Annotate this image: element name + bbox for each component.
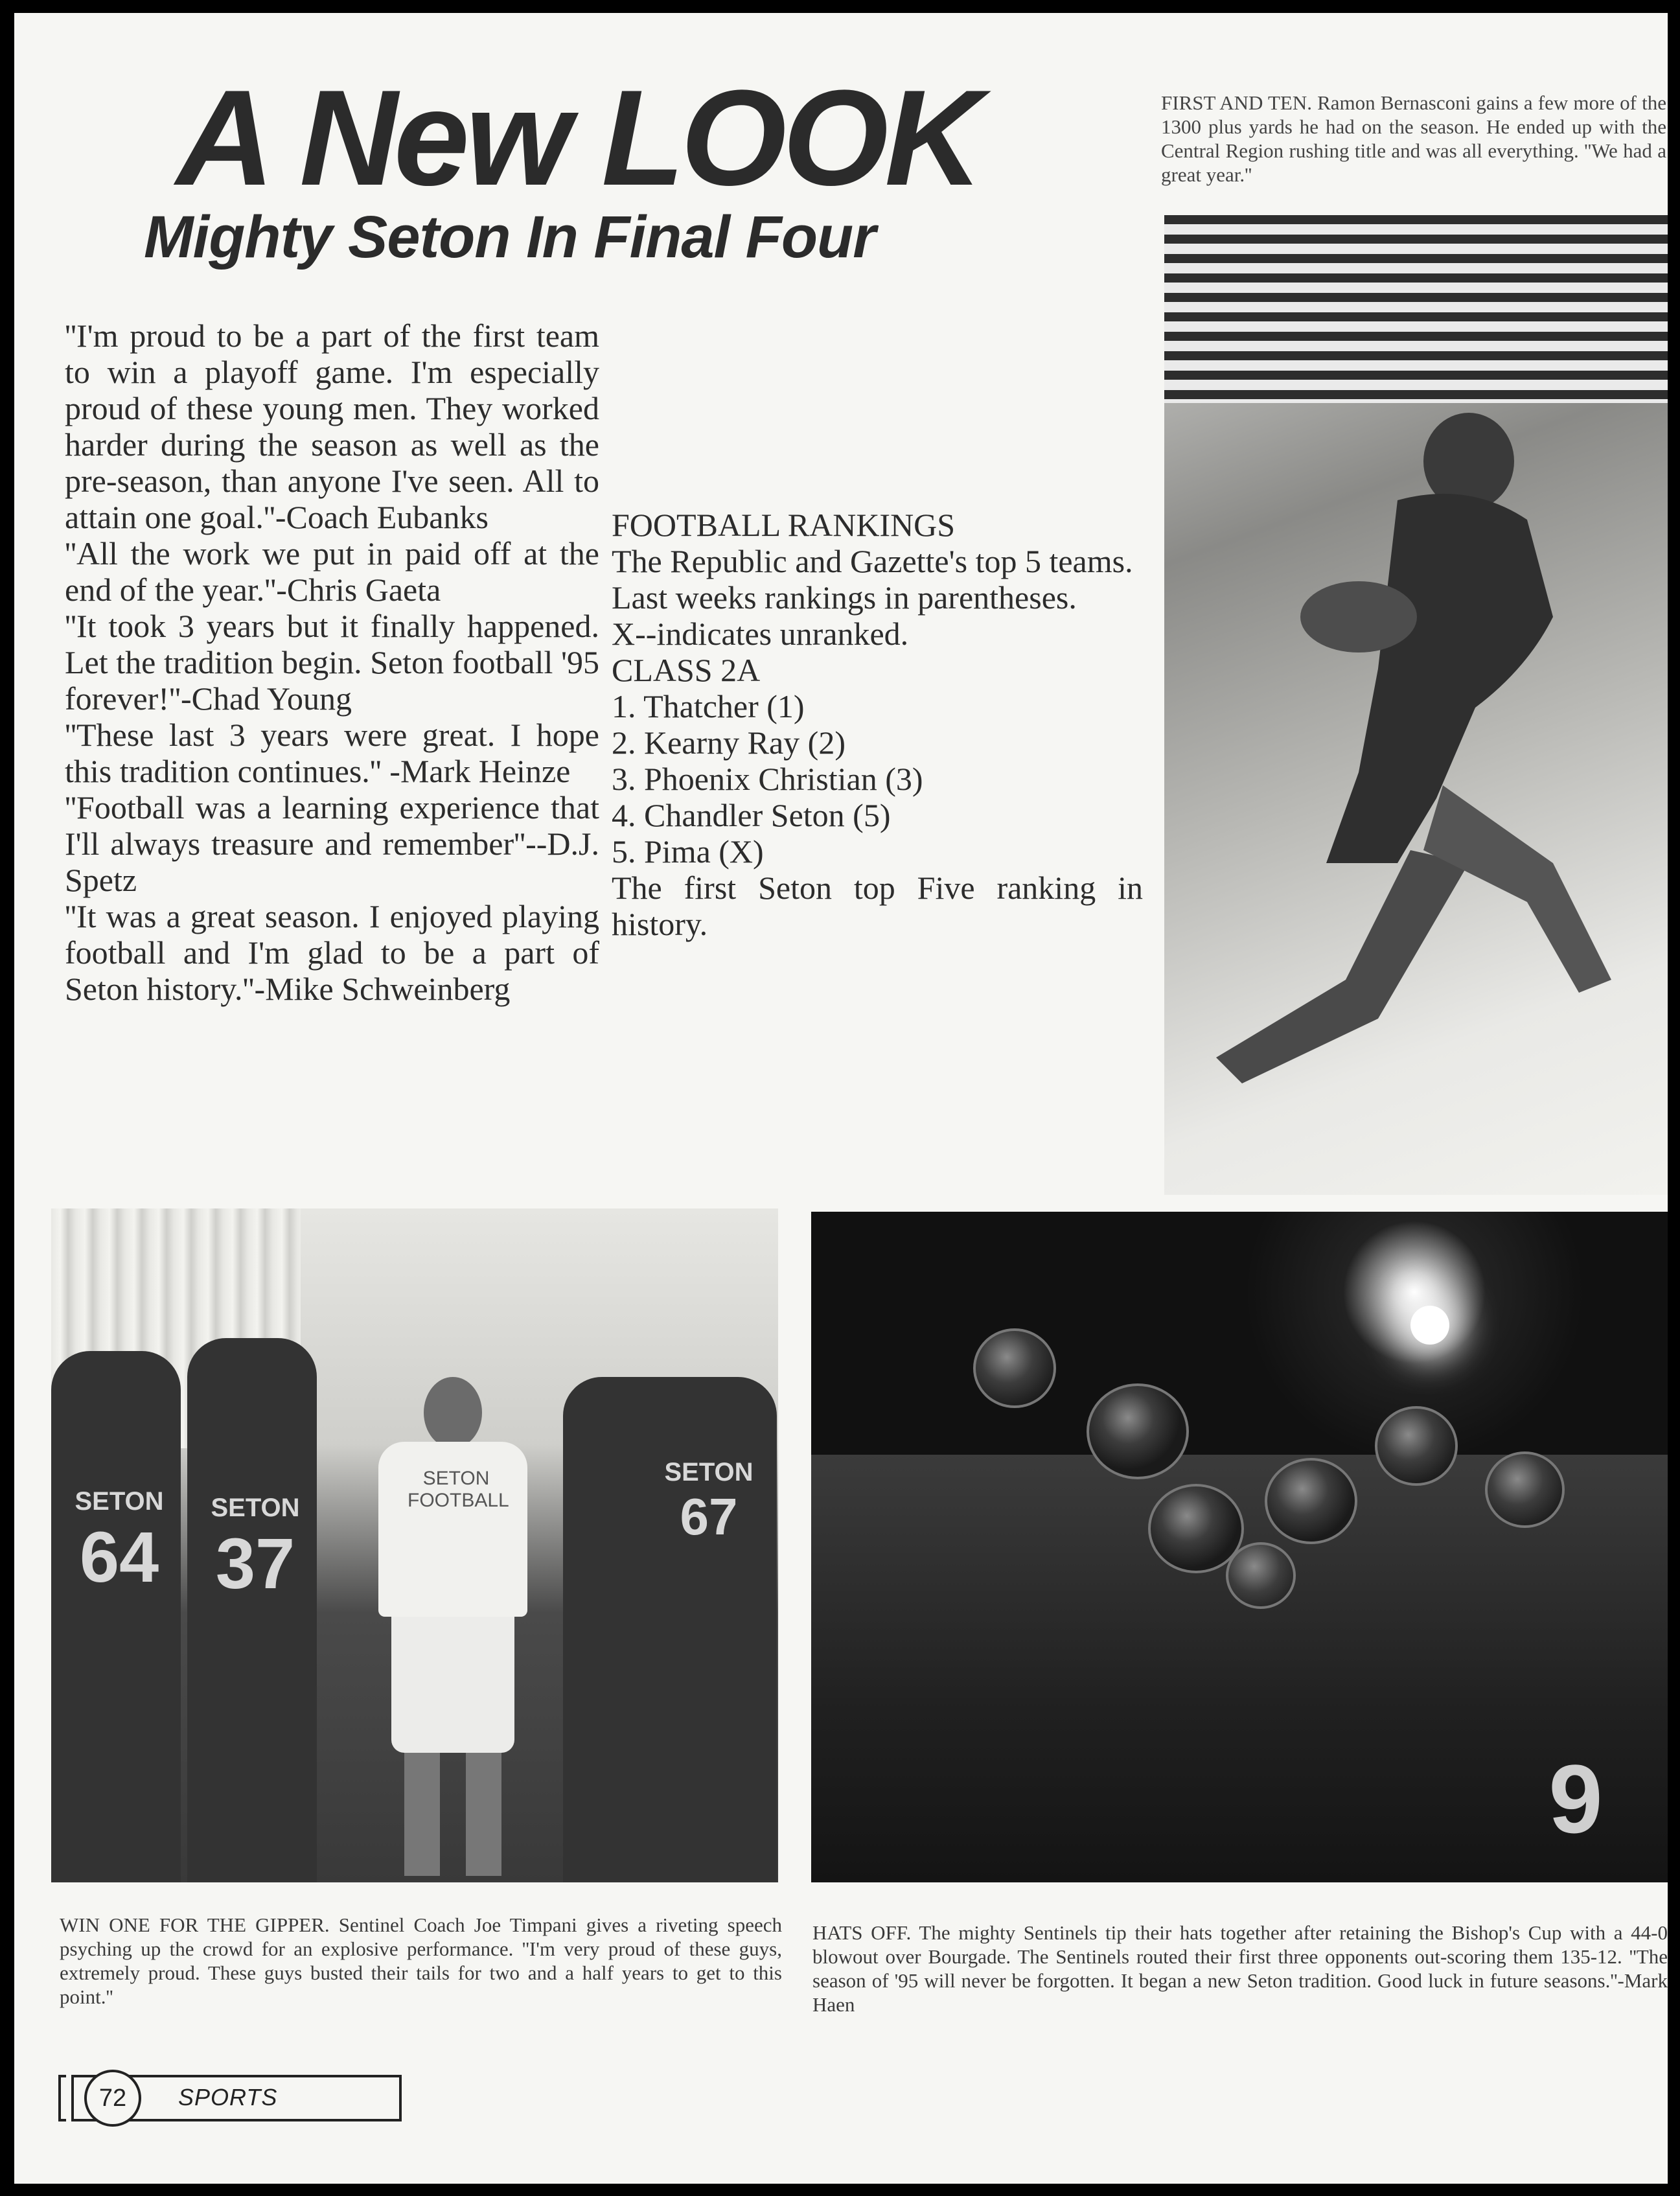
helmet bbox=[973, 1328, 1056, 1408]
helmet bbox=[1226, 1542, 1296, 1609]
ranking-item: 3. Phoenix Christian (3) bbox=[612, 761, 923, 797]
photo-caption-runner: FIRST AND TEN. Ramon Bernasconi gains a few more of the 1300 plus yards he had on the season. He ended up with the Central Region rushing title and was all everything. ''We had a great year.'' bbox=[1161, 91, 1666, 186]
quote-coach-eubanks: ''I'm proud to be a part of the first team to win a playoff game. I'm especially proud of these young men. They worked harder during the season as well as the pre-season, than anyone I've seen. All to attain one goal.''-Coach Eubanks bbox=[65, 318, 599, 535]
quote-mike-schweinberg: ''It was a great season. I enjoyed playing football and I'm glad to be a part of Seton history.''-Mike Schweinberg bbox=[65, 898, 599, 1007]
ranking-item: 2. Kearny Ray (2) bbox=[612, 724, 846, 761]
player-64 bbox=[51, 1351, 181, 1882]
coach-shirt-text: SETON FOOTBALL bbox=[408, 1468, 509, 1511]
rankings-note: Last weeks rankings in parentheses. bbox=[612, 579, 1077, 616]
ranking-item: 5. Pima (X) bbox=[612, 833, 764, 870]
page-number: 72 bbox=[84, 2070, 141, 2127]
coach-shorts bbox=[391, 1617, 514, 1753]
jersey-number-hats: 9 bbox=[1548, 1744, 1603, 1853]
helmet bbox=[1375, 1406, 1458, 1486]
photo-caption-hats: HATS OFF. The mighty Sentinels tip their hats together after retaining the Bishop's Cup with a 44-0 blowout over Bourgade. The Sentinels routed their first three opponents out-scoring them 135-12. ''The season of '95 will never be forgotten. It began a new Seton tradition. Good luck in future seasons.''-Mark Haen bbox=[812, 1921, 1668, 2016]
jersey-label-left: SETON bbox=[75, 1487, 164, 1516]
section-name: SPORTS bbox=[178, 2084, 278, 2110]
jersey-number-mid: 37 bbox=[215, 1524, 295, 1604]
helmet bbox=[1265, 1458, 1357, 1544]
folio-bracket bbox=[58, 2075, 66, 2121]
rankings-intro: The Republic and Gazette's top 5 teams. bbox=[612, 543, 1133, 579]
quote-mark-heinze: ''These last 3 years were great. I hope this tradition continues.'' -Mark Heinze bbox=[65, 717, 599, 789]
stadium-light bbox=[1410, 1306, 1449, 1345]
player-quotes bbox=[65, 318, 599, 1007]
coach-head bbox=[424, 1377, 482, 1448]
page-folio bbox=[58, 2072, 405, 2124]
runner-silhouette bbox=[1164, 215, 1668, 1195]
rankings-closing: The first Seton top Five ranking in history. bbox=[612, 870, 1143, 942]
yearbook-page bbox=[14, 13, 1668, 2184]
quote-chris-gaeta: ''All the work we put in paid off at the end of the year.''-Chris Gaeta bbox=[65, 535, 599, 608]
ranking-item: 1. Thatcher (1) bbox=[612, 688, 805, 724]
page-title: A New LOOK bbox=[176, 62, 979, 214]
coach-figure bbox=[378, 1377, 527, 1876]
jersey-label-right: SETON bbox=[664, 1458, 754, 1486]
coach-legs bbox=[404, 1753, 501, 1876]
helmet bbox=[1485, 1451, 1565, 1528]
rankings-unranked-note: X--indicates unranked. bbox=[612, 616, 909, 652]
ranking-item: 4. Chandler Seton (5) bbox=[612, 797, 891, 833]
quote-dj-spetz: ''Football was a learning experience that I'll always treasure and remember''--D.J. Spetz bbox=[65, 789, 599, 898]
jersey-number-right: 67 bbox=[680, 1488, 738, 1545]
photo-coach-speech bbox=[51, 1208, 778, 1882]
page-subtitle: Mighty Seton In Final Four bbox=[144, 204, 876, 270]
helmet bbox=[1087, 1383, 1189, 1479]
rankings-class: CLASS 2A bbox=[612, 652, 761, 688]
player-67 bbox=[563, 1377, 777, 1882]
photo-caption-coach: WIN ONE FOR THE GIPPER. Sentinel Coach Joe Timpani gives a riveting speech psyching up the crowd for an explosive performance. ''I'm very proud of these guys, extremely proud. These guys busted their tails for two and a half years to get to this point.'' bbox=[60, 1913, 782, 2008]
rankings-heading: FOOTBALL RANKINGS bbox=[612, 507, 956, 543]
football-rankings bbox=[612, 507, 1143, 942]
photo-running-back bbox=[1164, 215, 1668, 1195]
jersey-number-left: 64 bbox=[79, 1518, 159, 1597]
photo-hats-off bbox=[811, 1212, 1668, 1882]
player-37 bbox=[187, 1338, 317, 1882]
quote-chad-young: ''It took 3 years but it finally happened. Let the tradition begin. Seton football '95 forever!''-Chad Young bbox=[65, 608, 599, 717]
jersey-label-mid: SETON bbox=[211, 1494, 300, 1522]
